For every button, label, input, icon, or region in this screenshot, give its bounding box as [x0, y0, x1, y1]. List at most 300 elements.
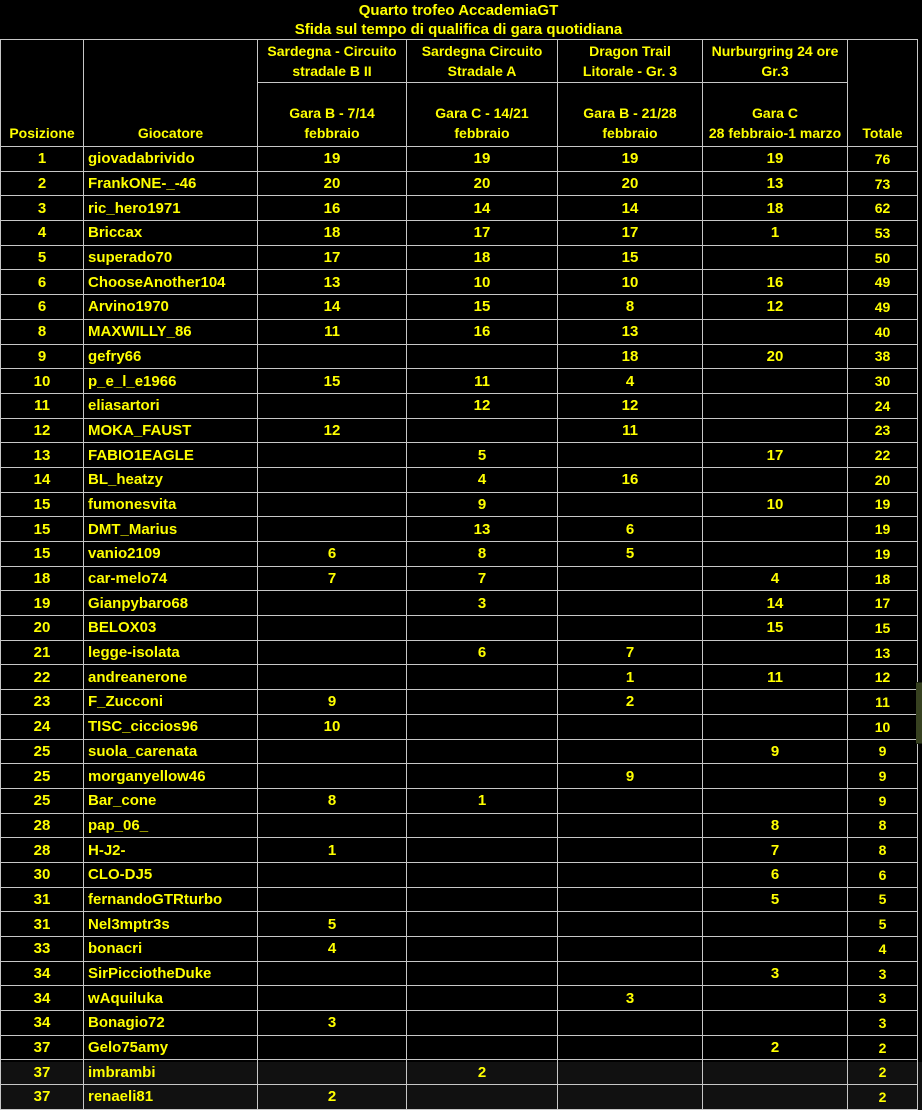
score-cell-race-2 [407, 616, 558, 641]
player-cell: FABIO1EAGLE [84, 443, 258, 468]
score-cell-race-2: 18 [407, 245, 558, 270]
table-row [1, 566, 918, 591]
score-cell-race-4 [703, 1060, 848, 1085]
score-cell-race-2: 1 [407, 788, 558, 813]
score-cell-race-4 [703, 542, 848, 567]
position-cell: 14 [1, 467, 84, 492]
player-cell: MAXWILLY_86 [84, 319, 258, 344]
score-cell-race-1: 14 [258, 295, 407, 320]
position-cell: 12 [1, 418, 84, 443]
score-cell-race-4: 18 [703, 196, 848, 221]
position-cell: 8 [1, 319, 84, 344]
table-row [1, 591, 918, 616]
score-cell-race-3: 2 [558, 690, 703, 715]
table-row [1, 937, 918, 962]
score-cell-race-2: 20 [407, 171, 558, 196]
score-cell-race-1 [258, 344, 407, 369]
score-cell-race-1 [258, 986, 407, 1011]
total-cell: 3 [848, 986, 918, 1011]
score-cell-race-3 [558, 591, 703, 616]
table-row [1, 369, 918, 394]
score-cell-race-1 [258, 640, 407, 665]
score-cell-race-3 [558, 714, 703, 739]
score-cell-race-1: 3 [258, 1011, 407, 1036]
table-row [1, 418, 918, 443]
gara-2-line-2: febbraio [454, 125, 510, 141]
player-cell: car-melo74 [84, 566, 258, 591]
total-cell: 19 [848, 492, 918, 517]
position-cell: 19 [1, 591, 84, 616]
player-cell: imbrambi [84, 1060, 258, 1085]
total-cell: 3 [848, 1011, 918, 1036]
score-cell-race-4: 11 [703, 665, 848, 690]
gara-1-line-1: Gara B - 7/14 [289, 105, 375, 121]
score-cell-race-1: 12 [258, 418, 407, 443]
score-cell-race-4 [703, 640, 848, 665]
player-cell: CLO-DJ5 [84, 862, 258, 887]
score-cell-race-2 [407, 714, 558, 739]
column-header-track-4 [703, 40, 848, 83]
score-cell-race-3 [558, 616, 703, 641]
player-cell: fernandoGTRturbo [84, 887, 258, 912]
score-cell-race-1: 9 [258, 690, 407, 715]
position-cell: 31 [1, 887, 84, 912]
track-2-line-2: Stradale A [447, 63, 517, 79]
gara-3-line-1: Gara B - 21/28 [583, 105, 677, 121]
position-cell: 34 [1, 1011, 84, 1036]
track-4-line-2: Gr.3 [761, 63, 789, 79]
score-cell-race-2: 15 [407, 295, 558, 320]
score-cell-race-1: 11 [258, 319, 407, 344]
total-cell: 23 [848, 418, 918, 443]
score-cell-race-1: 6 [258, 542, 407, 567]
table-row [1, 912, 918, 937]
position-cell: 30 [1, 862, 84, 887]
score-cell-race-1 [258, 764, 407, 789]
table-row [1, 665, 918, 690]
column-header-totale: Totale [848, 40, 918, 147]
score-cell-race-2: 17 [407, 221, 558, 246]
score-cell-race-4: 19 [703, 147, 848, 172]
score-cell-race-3 [558, 961, 703, 986]
position-cell: 15 [1, 542, 84, 567]
score-cell-race-3: 20 [558, 171, 703, 196]
score-cell-race-4 [703, 393, 848, 418]
score-cell-race-1 [258, 813, 407, 838]
total-cell: 62 [848, 196, 918, 221]
score-cell-race-3: 13 [558, 319, 703, 344]
total-cell: 49 [848, 270, 918, 295]
score-cell-race-2 [407, 1085, 558, 1110]
column-header-track-3 [558, 40, 703, 83]
position-cell: 10 [1, 369, 84, 394]
position-cell: 6 [1, 270, 84, 295]
score-cell-race-3: 7 [558, 640, 703, 665]
score-cell-race-2: 9 [407, 492, 558, 517]
gara-2-line-1: Gara C - 14/21 [435, 105, 529, 121]
score-cell-race-3 [558, 912, 703, 937]
table-row [1, 319, 918, 344]
player-cell: MOKA_FAUST [84, 418, 258, 443]
player-cell: giovadabrivido [84, 147, 258, 172]
score-cell-race-1 [258, 1035, 407, 1060]
score-cell-race-2 [407, 961, 558, 986]
score-cell-race-3: 16 [558, 467, 703, 492]
score-cell-race-3 [558, 838, 703, 863]
score-cell-race-3: 17 [558, 221, 703, 246]
score-cell-race-4 [703, 1011, 848, 1036]
score-cell-race-2 [407, 986, 558, 1011]
gara-4-line-1: Gara C [752, 105, 798, 121]
score-cell-race-1: 1 [258, 838, 407, 863]
position-cell: 9 [1, 344, 84, 369]
score-cell-race-2: 13 [407, 517, 558, 542]
score-cell-race-1: 2 [258, 1085, 407, 1110]
score-cell-race-3: 5 [558, 542, 703, 567]
table-row [1, 1060, 918, 1085]
total-cell: 50 [848, 245, 918, 270]
table-row [1, 690, 918, 715]
total-cell: 2 [848, 1085, 918, 1110]
score-cell-race-3 [558, 1035, 703, 1060]
player-cell: vanio2109 [84, 542, 258, 567]
table-row [1, 764, 918, 789]
score-cell-race-4 [703, 912, 848, 937]
player-cell: Briccax [84, 221, 258, 246]
player-cell: Bar_cone [84, 788, 258, 813]
score-cell-race-4 [703, 764, 848, 789]
score-cell-race-2: 10 [407, 270, 558, 295]
track-1-line-1: Sardegna - Circuito [267, 43, 397, 59]
score-cell-race-4 [703, 467, 848, 492]
table-row [1, 171, 918, 196]
total-cell: 18 [848, 566, 918, 591]
score-cell-race-1: 8 [258, 788, 407, 813]
score-cell-race-1 [258, 862, 407, 887]
score-cell-race-2: 6 [407, 640, 558, 665]
table-row [1, 542, 918, 567]
position-cell: 1 [1, 147, 84, 172]
score-cell-race-2: 8 [407, 542, 558, 567]
score-cell-race-4: 5 [703, 887, 848, 912]
score-cell-race-2: 3 [407, 591, 558, 616]
position-cell: 23 [1, 690, 84, 715]
player-cell: suola_carenata [84, 739, 258, 764]
score-cell-race-4 [703, 788, 848, 813]
table-body [1, 147, 918, 1110]
score-cell-race-1: 20 [258, 171, 407, 196]
player-cell: SirPicciotheDuke [84, 961, 258, 986]
position-cell: 4 [1, 221, 84, 246]
table-row [1, 1035, 918, 1060]
table-row [1, 714, 918, 739]
score-cell-race-3: 6 [558, 517, 703, 542]
player-cell: TISC_ciccios96 [84, 714, 258, 739]
table-row [1, 986, 918, 1011]
total-cell: 2 [848, 1035, 918, 1060]
position-cell: 24 [1, 714, 84, 739]
position-cell: 25 [1, 739, 84, 764]
score-cell-race-3: 18 [558, 344, 703, 369]
table-row [1, 443, 918, 468]
track-3-line-2: Litorale - Gr. 3 [582, 63, 678, 79]
scrollbar-thumb[interactable] [916, 682, 922, 744]
position-cell: 6 [1, 295, 84, 320]
score-cell-race-4: 4 [703, 566, 848, 591]
position-cell: 34 [1, 986, 84, 1011]
table-row [1, 887, 918, 912]
score-cell-race-4: 7 [703, 838, 848, 863]
score-cell-race-3: 9 [558, 764, 703, 789]
score-cell-race-2: 2 [407, 1060, 558, 1085]
total-cell: 8 [848, 838, 918, 863]
score-cell-race-1 [258, 961, 407, 986]
score-cell-race-2 [407, 887, 558, 912]
player-cell: gefry66 [84, 344, 258, 369]
column-header-gara-2 [407, 83, 558, 147]
position-cell: 3 [1, 196, 84, 221]
table-row [1, 813, 918, 838]
score-cell-race-4: 16 [703, 270, 848, 295]
position-cell: 28 [1, 838, 84, 863]
score-cell-race-1: 7 [258, 566, 407, 591]
table-row [1, 640, 918, 665]
player-cell: BL_heatzy [84, 467, 258, 492]
score-cell-race-1 [258, 467, 407, 492]
total-cell: 12 [848, 665, 918, 690]
score-cell-race-3: 11 [558, 418, 703, 443]
score-cell-race-3: 8 [558, 295, 703, 320]
gara-3-line-2: febbraio [602, 125, 658, 141]
total-cell: 5 [848, 887, 918, 912]
player-cell: ric_hero1971 [84, 196, 258, 221]
position-cell: 18 [1, 566, 84, 591]
table-row [1, 838, 918, 863]
total-cell: 22 [848, 443, 918, 468]
score-cell-race-1 [258, 739, 407, 764]
score-cell-race-2 [407, 1011, 558, 1036]
table-row [1, 862, 918, 887]
table-row [1, 393, 918, 418]
score-cell-race-2 [407, 1035, 558, 1060]
table-row [1, 270, 918, 295]
player-cell: andreanerone [84, 665, 258, 690]
total-cell: 6 [848, 862, 918, 887]
player-cell: eliasartori [84, 393, 258, 418]
position-cell: 15 [1, 517, 84, 542]
table-row [1, 517, 918, 542]
score-cell-race-1: 5 [258, 912, 407, 937]
position-cell: 20 [1, 616, 84, 641]
table-row [1, 739, 918, 764]
player-cell: superado70 [84, 245, 258, 270]
position-cell: 11 [1, 393, 84, 418]
player-cell: F_Zucconi [84, 690, 258, 715]
gara-4-line-2: 28 febbraio-1 marzo [708, 125, 842, 141]
player-cell: BELOX03 [84, 616, 258, 641]
score-cell-race-1 [258, 443, 407, 468]
track-2-line-1: Sardegna Circuito [421, 43, 543, 59]
score-cell-race-1 [258, 616, 407, 641]
score-cell-race-4: 15 [703, 616, 848, 641]
total-cell: 4 [848, 937, 918, 962]
total-cell: 10 [848, 714, 918, 739]
column-header-track-2 [407, 40, 558, 83]
position-cell: 34 [1, 961, 84, 986]
score-cell-race-2: 19 [407, 147, 558, 172]
player-cell: Gelo75amy [84, 1035, 258, 1060]
total-cell: 17 [848, 591, 918, 616]
score-cell-race-1 [258, 591, 407, 616]
score-cell-race-3 [558, 492, 703, 517]
score-cell-race-4 [703, 517, 848, 542]
position-cell: 33 [1, 937, 84, 962]
total-cell: 9 [848, 788, 918, 813]
score-cell-race-1 [258, 393, 407, 418]
page-subtitle: Sfida sul tempo di qualifica di gara quotidiana [294, 20, 623, 38]
score-cell-race-4 [703, 1085, 848, 1110]
column-header-track-1 [258, 40, 407, 83]
score-cell-race-3 [558, 739, 703, 764]
score-cell-race-2 [407, 739, 558, 764]
leaderboard-table [0, 39, 918, 1110]
score-cell-race-4: 1 [703, 221, 848, 246]
score-cell-race-4: 13 [703, 171, 848, 196]
total-cell: 53 [848, 221, 918, 246]
position-cell: 25 [1, 788, 84, 813]
player-cell: Nel3mptr3s [84, 912, 258, 937]
total-cell: 3 [848, 961, 918, 986]
score-cell-race-4: 10 [703, 492, 848, 517]
score-cell-race-2: 16 [407, 319, 558, 344]
total-cell: 38 [848, 344, 918, 369]
position-cell: 28 [1, 813, 84, 838]
position-cell: 37 [1, 1060, 84, 1085]
table-row [1, 147, 918, 172]
total-cell: 19 [848, 517, 918, 542]
total-cell: 20 [848, 467, 918, 492]
score-cell-race-4 [703, 245, 848, 270]
score-cell-race-1: 10 [258, 714, 407, 739]
score-cell-race-4: 6 [703, 862, 848, 887]
score-cell-race-2 [407, 838, 558, 863]
score-cell-race-3 [558, 566, 703, 591]
player-cell: legge-isolata [84, 640, 258, 665]
player-cell: wAquiluka [84, 986, 258, 1011]
total-cell: 19 [848, 542, 918, 567]
gara-1-line-2: febbraio [304, 125, 360, 141]
score-cell-race-3: 3 [558, 986, 703, 1011]
score-cell-race-3 [558, 1085, 703, 1110]
score-cell-race-2: 4 [407, 467, 558, 492]
score-cell-race-3 [558, 443, 703, 468]
score-cell-race-1: 18 [258, 221, 407, 246]
total-cell: 2 [848, 1060, 918, 1085]
score-cell-race-1: 17 [258, 245, 407, 270]
table-header [1, 40, 918, 147]
player-cell: H-J2- [84, 838, 258, 863]
score-cell-race-3 [558, 1011, 703, 1036]
score-cell-race-4 [703, 418, 848, 443]
score-cell-race-3 [558, 887, 703, 912]
score-cell-race-1: 15 [258, 369, 407, 394]
score-cell-race-2 [407, 937, 558, 962]
score-cell-race-4: 8 [703, 813, 848, 838]
score-cell-race-3 [558, 788, 703, 813]
score-cell-race-1: 16 [258, 196, 407, 221]
score-cell-race-2 [407, 813, 558, 838]
score-cell-race-1 [258, 665, 407, 690]
position-cell: 31 [1, 912, 84, 937]
total-cell: 73 [848, 171, 918, 196]
score-cell-race-4: 14 [703, 591, 848, 616]
total-cell: 40 [848, 319, 918, 344]
score-cell-race-2 [407, 862, 558, 887]
total-cell: 9 [848, 739, 918, 764]
score-cell-race-2: 7 [407, 566, 558, 591]
score-cell-race-4 [703, 986, 848, 1011]
score-cell-race-1 [258, 1060, 407, 1085]
total-cell: 15 [848, 616, 918, 641]
table-row [1, 788, 918, 813]
column-header-gara-4 [703, 83, 848, 147]
score-cell-race-3 [558, 937, 703, 962]
score-cell-race-3: 14 [558, 196, 703, 221]
table-row [1, 295, 918, 320]
table-row [1, 492, 918, 517]
position-cell: 15 [1, 492, 84, 517]
score-cell-race-4: 17 [703, 443, 848, 468]
title-block [0, 0, 917, 39]
total-cell: 9 [848, 764, 918, 789]
player-cell: p_e_l_e1966 [84, 369, 258, 394]
score-cell-race-2: 5 [407, 443, 558, 468]
page-title: Quarto trofeo AccademiaGT [358, 1, 559, 19]
position-cell: 21 [1, 640, 84, 665]
table-row [1, 221, 918, 246]
column-header-gara-1 [258, 83, 407, 147]
score-cell-race-1 [258, 517, 407, 542]
track-4-line-1: Nurburgring 24 ore [711, 43, 839, 59]
position-cell: 2 [1, 171, 84, 196]
score-cell-race-1: 19 [258, 147, 407, 172]
player-cell: Arvino1970 [84, 295, 258, 320]
total-cell: 49 [848, 295, 918, 320]
total-cell: 76 [848, 147, 918, 172]
position-cell: 37 [1, 1085, 84, 1110]
total-cell: 24 [848, 393, 918, 418]
player-cell: Bonagio72 [84, 1011, 258, 1036]
score-cell-race-4: 2 [703, 1035, 848, 1060]
player-cell: renaeli81 [84, 1085, 258, 1110]
column-header-giocatore: Giocatore [84, 40, 258, 147]
table-row [1, 1085, 918, 1110]
score-cell-race-3: 4 [558, 369, 703, 394]
player-cell: ChooseAnother104 [84, 270, 258, 295]
score-cell-race-2 [407, 764, 558, 789]
score-cell-race-3: 15 [558, 245, 703, 270]
score-cell-race-4 [703, 714, 848, 739]
player-cell: fumonesvita [84, 492, 258, 517]
score-cell-race-2 [407, 690, 558, 715]
table-row [1, 245, 918, 270]
total-cell: 11 [848, 690, 918, 715]
score-cell-race-4 [703, 319, 848, 344]
total-cell: 30 [848, 369, 918, 394]
score-cell-race-2 [407, 665, 558, 690]
score-cell-race-4: 3 [703, 961, 848, 986]
score-cell-race-4 [703, 690, 848, 715]
